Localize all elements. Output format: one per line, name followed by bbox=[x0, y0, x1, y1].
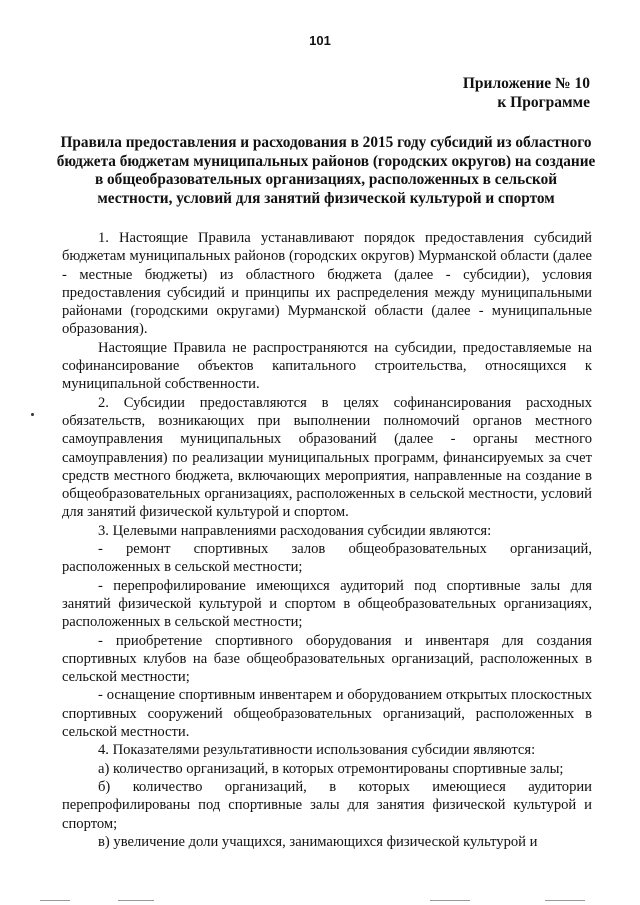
paragraph: Настоящие Правила не распространяются на субсидии, предоставляемые на софинансирование объектов капитального строительства, относящихся к муниципальной собственности. bbox=[62, 339, 592, 393]
paragraph: а) количество организаций, в которых отремонтированы спортивные залы; bbox=[98, 760, 564, 777]
paragraph: 3. Целевыми направлениями расходования субсидии являются: bbox=[98, 522, 492, 539]
document-body bbox=[62, 229, 592, 851]
footer-rule bbox=[545, 900, 585, 901]
paragraph: 1. Настоящие Правила устанавливают порядок предоставления субсидий бюджетам муниципальных районов (городских округов) Мурманской области (далее - местные бюджеты) из областного бюджета (далее - субсидии), условия предоставления субсидий и принципы их распределения между муниципальными районами (городскими округами) Мурманской области (далее - муниципальные образования). bbox=[62, 230, 592, 338]
paragraph: в) увеличение доли учащихся, занимающихся физической культурой и bbox=[98, 833, 538, 850]
appendix-line-2: к Программе bbox=[497, 94, 590, 111]
footer-rule bbox=[118, 900, 154, 901]
paragraph: - перепрофилирование имеющихся аудиторий под спортивные залы для занятий физической культурой и спортом в общеобразовательных организациях, расположенных в сельской местности; bbox=[62, 577, 592, 631]
paragraph: - оснащение спортивным инвентарем и оборудованием открытых плоскостных спортивных сооружений общеобразовательных организаций, расположенных в сельской местности. bbox=[62, 687, 592, 741]
page-number: 101 bbox=[309, 33, 331, 48]
margin-dot bbox=[31, 413, 34, 416]
footer-rule bbox=[40, 900, 70, 901]
paragraph: 4. Показателями результативности использования субсидии являются: bbox=[98, 742, 536, 759]
appendix-header bbox=[463, 74, 590, 112]
paragraph: - приобретение спортивного оборудования и инвентаря для создания спортивных клубов на базе общеобразовательных организаций, расположенных в сельской местности; bbox=[62, 632, 592, 686]
paragraph: - ремонт спортивных залов общеобразовательных организаций, расположенных в сельской местности; bbox=[62, 541, 592, 576]
paragraph: б) количество организаций, в которых имеющиеся аудитории перепрофилированы под спортивные залы для занятия физической культурой и спортом; bbox=[62, 778, 592, 832]
appendix-line-1: Приложение № 10 bbox=[462, 75, 590, 92]
paragraph: 2. Субсидии предоставляются в целях софинансирования расходных обязательств, возникающих при выполнении полномочий органов местного самоуправления муниципальных образований (далее - органы местного самоуправления) по реализации муниципальных программ, финансируемых за счет средств местного бюджета, включающих мероприятия, направленные на создание в общеобразовательных организациях, расположенных в сельской местности, условий для занятий физической культурой и спортом. bbox=[62, 394, 592, 521]
footer-rule bbox=[430, 900, 470, 901]
document-title: Правила предоставления и расходования в 2015 году субсидий из областного бюджета бюджетам муниципальных районов (городских округов) на создание в общеобразовательных организациях, расположенных в сельской местности, условий для занятий физической культурой и спортом bbox=[56, 134, 596, 207]
